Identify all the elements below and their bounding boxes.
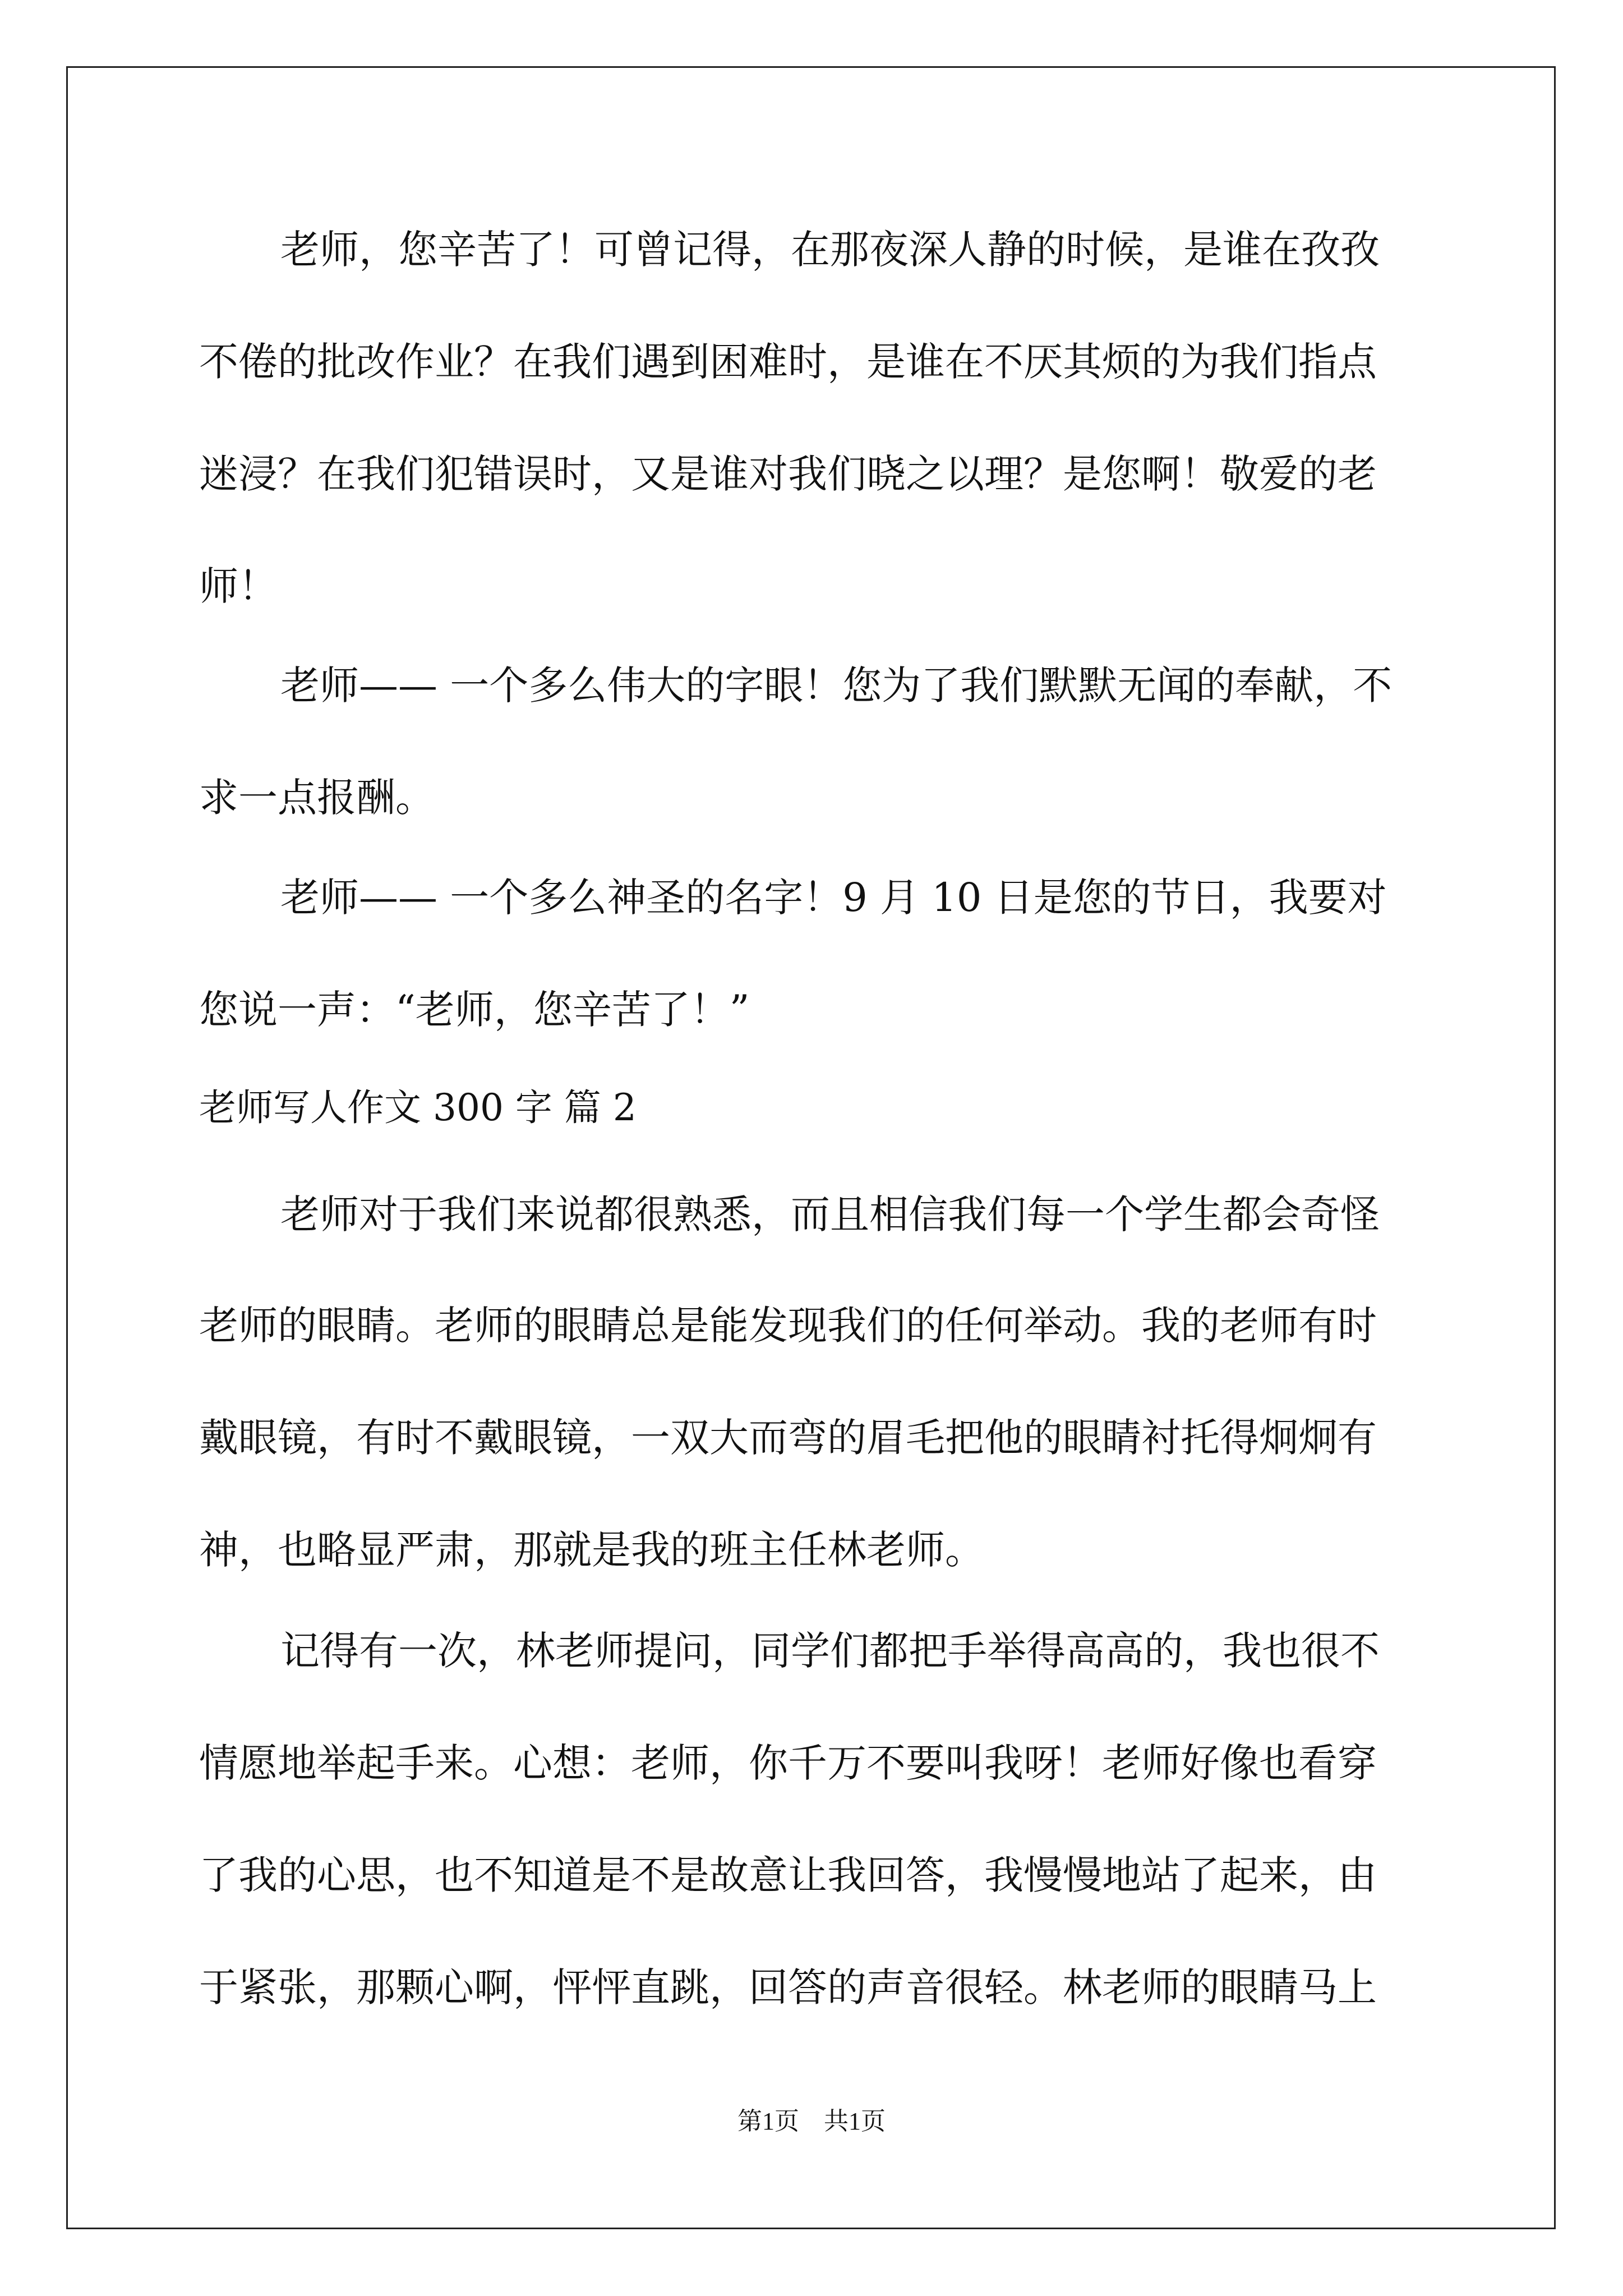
paragraph-3-line-2: 您说一声：“老师，您辛苦了！” (199, 987, 750, 1033)
paragraph-5-line-2: 情愿地举起手来。心想：老师，你千万不要叫我呀！老师好像也看穿 (199, 1740, 1377, 1786)
paragraph-2-line-1: 老师—— 一个多么伟大的字眼！您为了我们默默无闻的奉献，不 (280, 662, 1393, 708)
section-heading: 老师写人作文 300 字 篇 2 (199, 1086, 637, 1129)
paragraph-4-line-1: 老师对于我们来说都很熟悉，而且相信我们每一个学生都会奇怪 (280, 1191, 1380, 1237)
paragraph-5-line-1: 记得有一次，林老师提问，同学们都把手举得高高的，我也很不 (280, 1628, 1380, 1674)
paragraph-1-line-3: 迷浸？在我们犯错误时，又是谁对我们晓之以理？是您啊！敬爱的老 (199, 451, 1377, 497)
paragraph-1-line-4: 师！ (199, 563, 278, 609)
paragraph-2-line-2: 求一点报酬。 (199, 775, 435, 821)
paragraph-3-line-1: 老师—— 一个多么神圣的名字！9 月 10 日是您的节日，我要对 (280, 875, 1387, 921)
page-border (66, 66, 1556, 2229)
paragraph-1-line-2: 不倦的批改作业？在我们遇到困难时，是谁在不厌其烦的为我们指点 (199, 339, 1377, 385)
paragraph-1-line-1: 老师，您辛苦了！可曾记得，在那夜深人静的时候，是谁在孜孜 (280, 227, 1380, 273)
paragraph-4-line-2: 老师的眼睛。老师的眼睛总是能发现我们的任何举动。我的老师有时 (199, 1303, 1377, 1349)
paragraph-5-line-3: 了我的心思，也不知道是不是故意让我回答，我慢慢地站了起来，由 (199, 1852, 1377, 1898)
paragraph-4-line-4: 神，也略显严肃，那就是我的班主任林老师。 (199, 1527, 984, 1573)
paragraph-4-line-3: 戴眼镜，有时不戴眼镜，一双大而弯的眉毛把他的眼睛衬托得炯炯有 (199, 1415, 1377, 1461)
paragraph-5-line-4: 于紧张，那颗心啊，怦怦直跳，回答的声音很轻。林老师的眼睛马上 (199, 1964, 1377, 2010)
page-footer: 第1页 共1页 (737, 2108, 886, 2135)
